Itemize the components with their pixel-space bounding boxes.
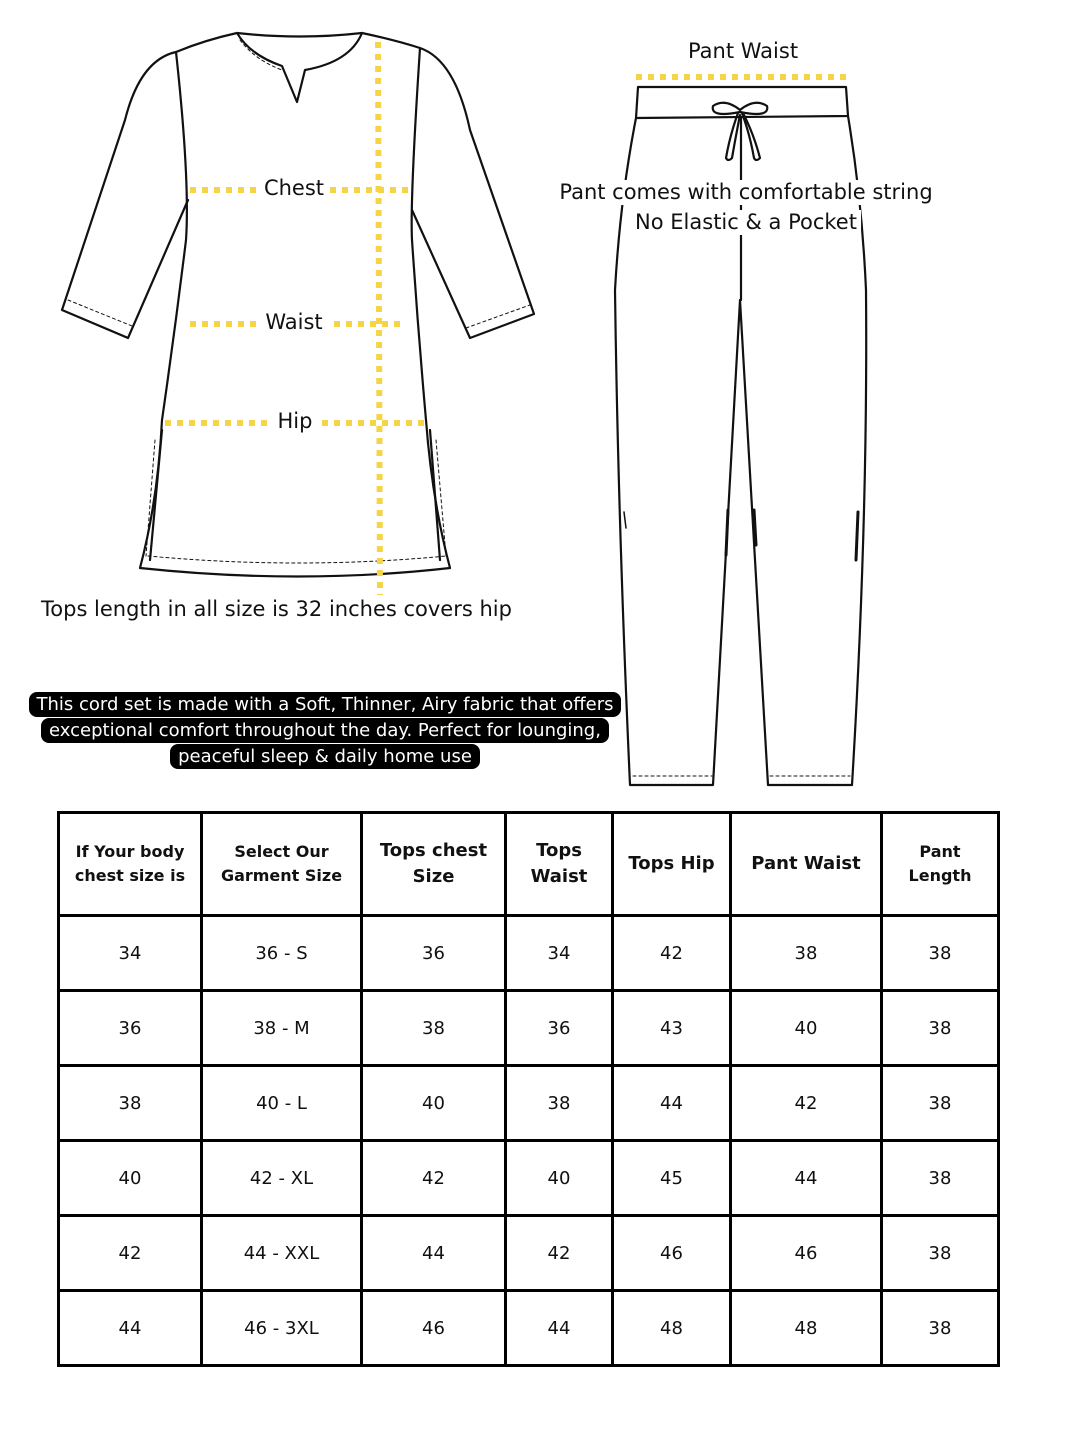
table-cell: 42 xyxy=(59,1216,202,1291)
table-cell: 34 xyxy=(59,916,202,991)
table-header-row xyxy=(59,813,999,916)
table-cell: 44 xyxy=(731,1141,882,1216)
table-cell: 48 xyxy=(731,1291,882,1366)
table-cell: 42 xyxy=(506,1216,613,1291)
header-tops-waist: Tops Waist xyxy=(506,813,613,916)
table-cell: 36 - S xyxy=(202,916,362,991)
table-row xyxy=(59,991,999,1066)
table-cell: 38 xyxy=(362,991,506,1066)
table-cell: 40 xyxy=(506,1141,613,1216)
header-pant-length: Pant Length xyxy=(882,813,999,916)
table-cell: 40 xyxy=(59,1141,202,1216)
table-cell: 46 xyxy=(613,1216,731,1291)
table-cell: 42 xyxy=(613,916,731,991)
table-cell: 46 - 3XL xyxy=(202,1291,362,1366)
table-cell: 38 xyxy=(882,1291,999,1366)
table-cell: 44 - XXL xyxy=(202,1216,362,1291)
table-cell: 40 xyxy=(731,991,882,1066)
table-cell: 38 - M xyxy=(202,991,362,1066)
table-row xyxy=(59,1141,999,1216)
table-cell: 34 xyxy=(506,916,613,991)
table-cell: 38 xyxy=(882,1066,999,1141)
table-row xyxy=(59,1216,999,1291)
table-cell: 46 xyxy=(731,1216,882,1291)
pant-waist-label: Pant Waist xyxy=(687,39,799,63)
table-cell: 38 xyxy=(731,916,882,991)
table-cell: 38 xyxy=(882,1216,999,1291)
table-cell: 44 xyxy=(506,1291,613,1366)
table-row xyxy=(59,916,999,991)
table-cell: 46 xyxy=(362,1291,506,1366)
header-body-chest: If Your body chest size is xyxy=(59,813,202,916)
table-cell: 40 xyxy=(362,1066,506,1141)
table-cell: 36 xyxy=(59,991,202,1066)
table-cell: 42 - XL xyxy=(202,1141,362,1216)
table-cell: 38 xyxy=(59,1066,202,1141)
table-cell: 44 xyxy=(59,1291,202,1366)
header-tops-chest: Tops chest Size xyxy=(362,813,506,916)
fabric-note-text: This cord set is made with a Soft, Thinner, Airy fabric that offers exceptional comfort throughout the day. Perfect for lounging, peaceful sleep & daily home use xyxy=(29,692,622,769)
header-pant-waist: Pant Waist xyxy=(731,813,882,916)
table-cell: 42 xyxy=(731,1066,882,1141)
pant-pocket-note: No Elastic & a Pocket xyxy=(631,210,861,235)
table-cell: 36 xyxy=(362,916,506,991)
table-cell: 36 xyxy=(506,991,613,1066)
header-garment-size: Select Our Garment Size xyxy=(202,813,362,916)
pant-string-note: Pant comes with comfortable string xyxy=(555,180,936,205)
table-cell: 38 xyxy=(506,1066,613,1141)
table-cell: 45 xyxy=(613,1141,731,1216)
table-cell: 42 xyxy=(362,1141,506,1216)
table-row xyxy=(59,1066,999,1141)
table-cell: 38 xyxy=(882,991,999,1066)
waist-label: Waist xyxy=(265,310,323,334)
table-row xyxy=(59,1291,999,1366)
table-cell: 48 xyxy=(613,1291,731,1366)
table-cell: 43 xyxy=(613,991,731,1066)
tops-length-note: Tops length in all size is 32 inches covers hip xyxy=(41,597,512,621)
hip-label: Hip xyxy=(277,409,313,433)
table-cell: 38 xyxy=(882,916,999,991)
size-chart-table xyxy=(57,811,1000,1367)
chest-label: Chest xyxy=(263,176,325,200)
table-cell: 44 xyxy=(613,1066,731,1141)
fabric-note xyxy=(25,692,625,770)
table-cell: 40 - L xyxy=(202,1066,362,1141)
header-tops-hip: Tops Hip xyxy=(613,813,731,916)
top-illustration xyxy=(62,33,534,577)
table-cell: 38 xyxy=(882,1141,999,1216)
table-cell: 44 xyxy=(362,1216,506,1291)
